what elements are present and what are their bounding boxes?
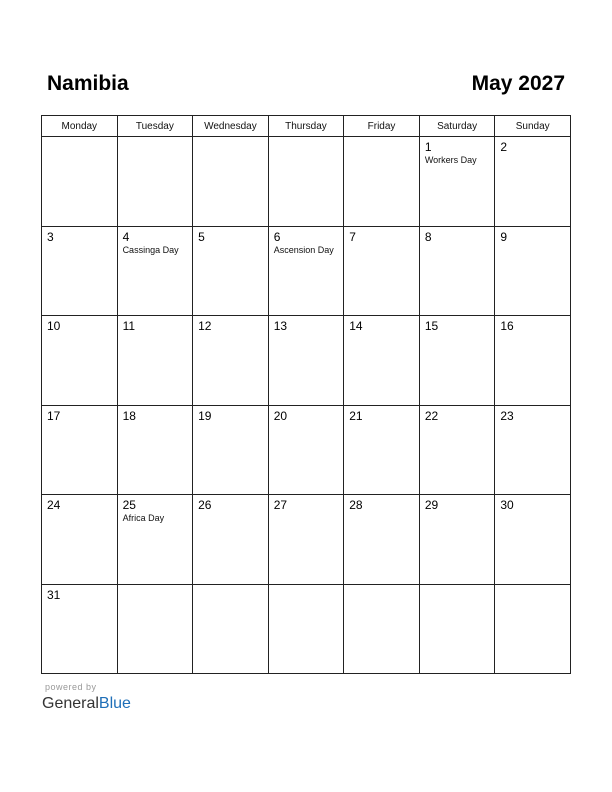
- brand-general-text: General: [42, 695, 99, 712]
- day-number: 25: [122, 498, 136, 512]
- week-row: [42, 226, 571, 316]
- day-cell: [344, 137, 420, 227]
- day-cell-content: [118, 227, 193, 256]
- footer-branding: [42, 682, 131, 714]
- day-cell: [42, 405, 118, 495]
- day-cell-content: [495, 227, 570, 244]
- day-cell-content: [42, 495, 117, 512]
- day-cell-content: [42, 227, 117, 244]
- day-cell: [117, 226, 193, 316]
- day-cell: [193, 226, 269, 316]
- day-number: 22: [424, 408, 439, 423]
- day-cell-content: [193, 227, 268, 244]
- day-cell: [268, 495, 344, 585]
- day-cell-content: [420, 316, 495, 333]
- day-number: 24: [47, 498, 61, 512]
- day-number: 20: [273, 408, 288, 423]
- holiday-label: Ascension Day: [273, 244, 334, 255]
- weekday-header: Sunday: [495, 116, 571, 137]
- day-number: 2: [500, 140, 508, 154]
- day-cell: [495, 226, 571, 316]
- day-cell: [42, 584, 118, 674]
- day-cell: [42, 226, 118, 316]
- day-cell-content: [118, 585, 193, 589]
- brand-logo: [42, 694, 131, 714]
- holiday-label: Cassinga Day: [122, 244, 179, 255]
- day-cell: [193, 137, 269, 227]
- day-number: 14: [349, 319, 363, 333]
- week-row: [42, 405, 571, 495]
- day-number: 3: [47, 229, 54, 244]
- day-cell: [268, 316, 344, 406]
- day-number: 1: [424, 140, 432, 154]
- day-number: 6: [273, 229, 281, 244]
- day-cell-content: [193, 137, 268, 141]
- weekday-header: Wednesday: [193, 116, 269, 137]
- day-cell-content: [193, 316, 268, 333]
- day-cell: [268, 405, 344, 495]
- day-cell-content: [193, 406, 268, 423]
- day-number: 7: [349, 229, 356, 244]
- day-cell: [42, 316, 118, 406]
- day-cell: [419, 137, 495, 227]
- powered-by-text: powered by: [45, 682, 97, 692]
- day-cell: [344, 495, 420, 585]
- country-title: Namibia: [47, 72, 129, 95]
- day-cell: [268, 584, 344, 674]
- day-number: 5: [198, 229, 205, 244]
- holiday-label: Workers Day: [424, 155, 477, 165]
- week-row: [42, 316, 571, 406]
- day-cell-content: [42, 406, 117, 423]
- day-cell-content: [420, 406, 495, 423]
- day-cell-content: [344, 316, 419, 333]
- weekday-header: Saturday: [419, 116, 495, 137]
- weekday-header: Monday: [42, 116, 118, 137]
- weekday-header: Thursday: [268, 116, 344, 137]
- day-cell: [344, 584, 420, 674]
- day-cell-content: [495, 585, 570, 589]
- day-cell-content: [344, 495, 419, 512]
- day-cell: [42, 137, 118, 227]
- day-number: 13: [273, 319, 288, 333]
- brand-blue-text: Blue: [98, 695, 131, 712]
- day-cell-content: [118, 137, 193, 141]
- day-number: 15: [424, 319, 439, 333]
- day-cell-content: [495, 316, 570, 333]
- day-cell-content: [269, 406, 344, 423]
- day-number: 31: [47, 587, 61, 602]
- day-cell: [344, 226, 420, 316]
- day-number: 4: [122, 229, 130, 244]
- day-number: 28: [349, 498, 363, 512]
- day-cell-content: [420, 495, 495, 512]
- day-number: 8: [424, 229, 432, 244]
- day-cell: [193, 405, 269, 495]
- day-number: 30: [500, 498, 514, 512]
- day-cell-content: [118, 316, 193, 333]
- day-cell-content: [269, 585, 344, 589]
- week-row: [42, 495, 571, 585]
- day-cell-content: [42, 585, 117, 602]
- day-number: 12: [198, 319, 212, 333]
- weekday-header: Friday: [344, 116, 420, 137]
- day-number: 16: [500, 319, 514, 333]
- week-row: [42, 584, 571, 674]
- day-cell: [117, 316, 193, 406]
- day-number: 9: [500, 229, 508, 244]
- day-cell: [117, 137, 193, 227]
- day-number: 21: [349, 408, 363, 423]
- day-cell: [117, 584, 193, 674]
- day-cell: [495, 405, 571, 495]
- day-cell: [419, 226, 495, 316]
- day-cell-content: [269, 137, 344, 141]
- day-cell-content: [118, 406, 193, 423]
- day-number: 19: [198, 408, 212, 423]
- day-cell-content: [495, 406, 570, 423]
- holiday-label: Africa Day: [122, 513, 165, 523]
- day-number: 27: [273, 498, 288, 512]
- day-cell-content: [42, 316, 117, 333]
- day-cell: [495, 137, 571, 227]
- day-cell: [419, 405, 495, 495]
- week-row: [42, 137, 571, 227]
- day-number: 11: [122, 319, 136, 333]
- day-cell: [344, 316, 420, 406]
- weekday-header-row: [42, 116, 571, 137]
- day-cell-content: [495, 137, 570, 154]
- day-cell-content: [344, 585, 419, 589]
- day-cell: [495, 584, 571, 674]
- day-cell-content: [42, 137, 117, 141]
- day-cell-content: [344, 137, 419, 141]
- day-cell-content: [420, 227, 495, 244]
- day-cell-content: [420, 585, 495, 589]
- day-cell: [42, 495, 118, 585]
- day-cell-content: [269, 495, 344, 512]
- day-cell-content: [344, 227, 419, 244]
- day-cell: [193, 584, 269, 674]
- day-cell: [495, 316, 571, 406]
- day-number: 10: [47, 319, 61, 333]
- day-cell-content: [495, 495, 570, 512]
- month-title: May 2027: [471, 72, 565, 95]
- day-cell-content: [118, 495, 193, 524]
- day-number: 29: [424, 498, 439, 512]
- day-cell-content: [269, 316, 344, 333]
- day-cell-content: [269, 227, 344, 256]
- day-cell: [419, 584, 495, 674]
- day-cell: [268, 226, 344, 316]
- day-number: 17: [47, 408, 61, 423]
- day-cell: [419, 495, 495, 585]
- day-cell: [193, 495, 269, 585]
- day-cell-content: [420, 137, 495, 166]
- day-cell-content: [193, 495, 268, 512]
- day-cell-content: [193, 585, 268, 589]
- day-cell: [193, 316, 269, 406]
- day-cell: [495, 495, 571, 585]
- calendar-grid: [41, 115, 571, 674]
- weekday-header: Tuesday: [117, 116, 193, 137]
- day-number: 23: [500, 408, 514, 423]
- day-cell: [117, 405, 193, 495]
- day-number: 26: [198, 498, 212, 512]
- day-cell: [117, 495, 193, 585]
- day-number: 18: [122, 408, 136, 423]
- day-cell-content: [344, 406, 419, 423]
- day-cell: [344, 405, 420, 495]
- day-cell: [419, 316, 495, 406]
- day-cell: [268, 137, 344, 227]
